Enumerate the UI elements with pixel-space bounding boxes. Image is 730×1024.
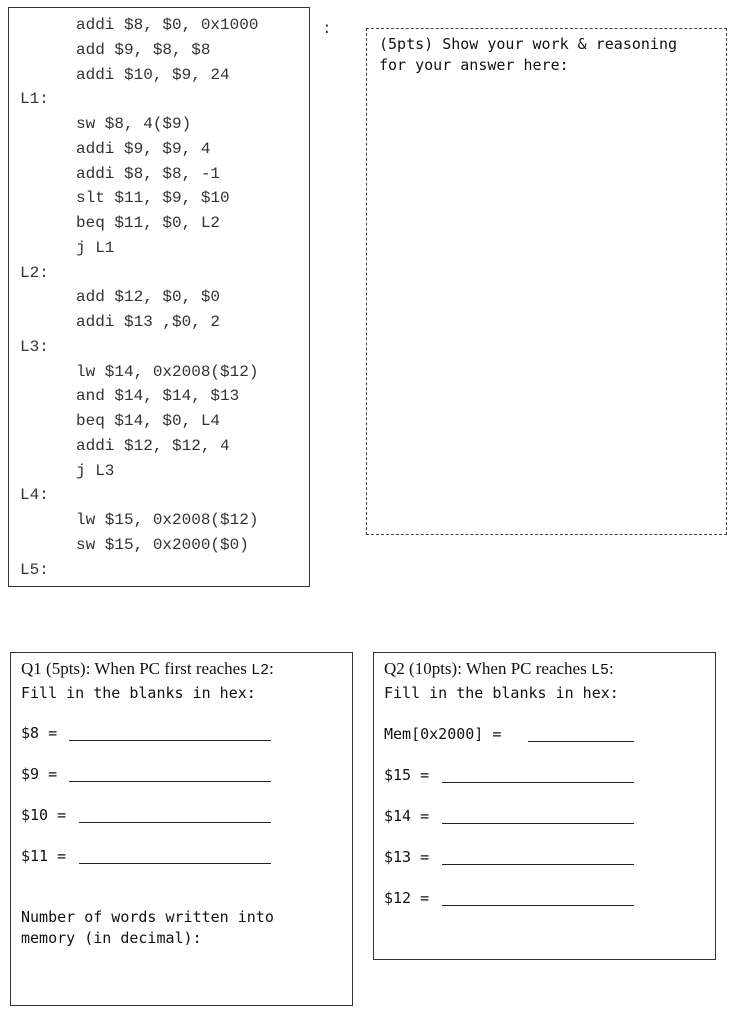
q1-subtitle: Fill in the blanks in hex: — [21, 684, 256, 702]
q2-title-text: Q2 (10pts): When PC reaches — [384, 659, 591, 678]
code-instruction: beq $14, $0, L4 — [76, 412, 221, 430]
code-instruction: sw $8, 4($9) — [76, 115, 192, 133]
q2-answer-blank[interactable] — [528, 741, 634, 742]
q2-box — [373, 652, 716, 960]
code-instruction: addi $13 ,$0, 2 — [76, 313, 221, 331]
q2-blank-row — [384, 724, 714, 748]
work-instructions-line2: for your answer here: — [379, 56, 569, 74]
q1-blank-row — [21, 805, 351, 829]
q1-blank-label: $8 = — [21, 724, 58, 742]
q2-title-end: : — [608, 659, 614, 678]
q2-blank-label: $12 = — [384, 889, 430, 907]
q1-title — [21, 659, 274, 679]
q2-blank-row — [384, 847, 714, 871]
q2-answer-blank[interactable] — [442, 864, 634, 865]
code-instruction: add $9, $8, $8 — [76, 40, 211, 59]
q1-answer-blank[interactable] — [79, 863, 271, 864]
q2-subtitle: Fill in the blanks in hex: — [384, 684, 619, 702]
code-instruction: addi $12, $12, 4 — [76, 436, 230, 455]
q1-blank-label: $10 = — [21, 806, 67, 824]
code-label: L4: — [20, 486, 49, 505]
q1-box — [10, 652, 353, 1006]
q2-title — [384, 659, 614, 679]
code-instruction: add $12, $0, $0 — [76, 288, 221, 307]
q1-blank-label: $11 = — [21, 847, 67, 865]
q1-blank-row — [21, 723, 351, 747]
work-area[interactable] — [366, 28, 727, 535]
q2-blank-label: $15 = — [384, 766, 430, 784]
q2-answer-blank[interactable] — [442, 905, 634, 906]
q2-answer-blank[interactable] — [442, 782, 634, 783]
q2-blank-row — [384, 806, 714, 830]
q1-title-end: : — [269, 659, 274, 678]
q2-blank-label: $14 = — [384, 807, 430, 825]
q1-blank-row — [21, 846, 351, 870]
work-instructions — [379, 34, 719, 76]
code-label: L2: — [20, 263, 49, 282]
code-label: L3: — [20, 337, 49, 356]
q2-blank-label: $13 = — [384, 848, 430, 866]
q2-pc-label: L5 — [590, 662, 609, 679]
q1-pc-label: L2 — [251, 662, 270, 679]
code-instruction: lw $15, 0x2008($12) — [76, 511, 259, 529]
q1-blank-row — [21, 764, 351, 788]
code-instruction: j L3 — [76, 461, 115, 480]
q2-blank-label: Mem[0x2000] = — [384, 725, 502, 743]
code-instruction: slt $11, $9, $10 — [76, 189, 230, 208]
code-instruction: j L1 — [76, 238, 115, 257]
q1-word-count-line1: Number of words written into — [21, 908, 274, 926]
q1-answer-blank[interactable] — [79, 822, 271, 823]
code-instruction: sw $15, 0x2000($0) — [76, 535, 249, 554]
q1-answer-blank[interactable] — [69, 740, 271, 741]
code-instruction: beq $11, $0, L2 — [76, 214, 221, 232]
q1-answer-blank[interactable] — [69, 781, 271, 782]
q1-word-count-prompt — [21, 907, 321, 949]
q2-blank-row — [384, 888, 714, 912]
q2-answer-blank[interactable] — [442, 823, 634, 824]
q1-blank-label: $9 = — [21, 765, 58, 783]
code-label: L5: — [20, 560, 49, 579]
code-instruction: and $14, $14, $13 — [76, 387, 240, 406]
code-instruction: lw $14, 0x2008($12) — [76, 362, 259, 381]
q1-word-count-line2: memory (in decimal): — [21, 929, 202, 947]
code-listing — [8, 7, 310, 587]
work-instructions-line1: (5pts) Show your work & reasoning — [379, 35, 678, 53]
code-instruction: addi $8, $0, 0x1000 — [76, 16, 259, 34]
code-instruction: addi $9, $9, 4 — [76, 139, 211, 158]
code-instruction: addi $10, $9, 24 — [76, 65, 230, 84]
q1-title-text: Q1 (5pts): When PC first reaches — [21, 659, 252, 678]
code-label: L1: — [20, 90, 49, 109]
colon-mark: : — [322, 20, 332, 38]
code-instruction: addi $8, $8, -1 — [76, 164, 221, 183]
q2-blank-row — [384, 765, 714, 789]
